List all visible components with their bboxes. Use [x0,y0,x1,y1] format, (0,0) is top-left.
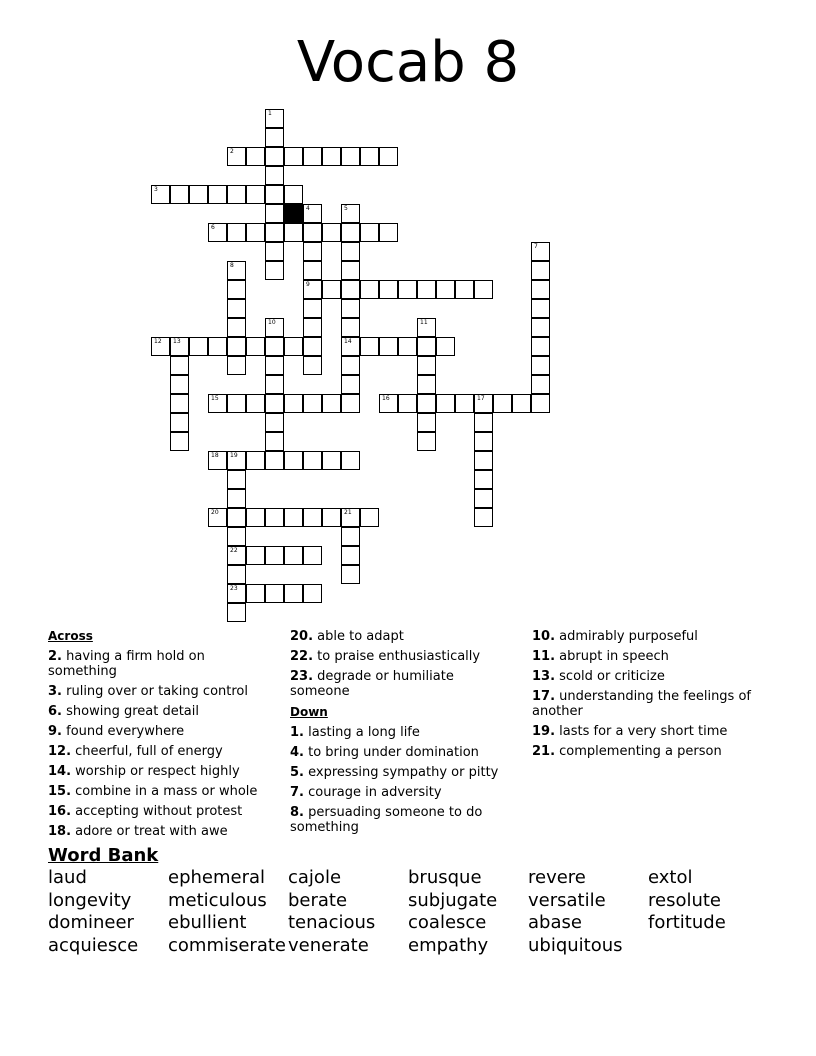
crossword-cell[interactable] [417,356,436,375]
crossword-cell[interactable] [341,527,360,546]
clue-column-3 [532,625,757,759]
crossword-cell[interactable] [341,337,360,356]
clue-18 [48,824,263,839]
clue-number: 7. [290,785,304,800]
clue-number: 3 [154,186,158,193]
crossword-cell[interactable] [398,394,417,413]
crossword-cell[interactable] [303,508,322,527]
clue-number: 8 [230,262,234,269]
crossword-cell[interactable] [379,280,398,299]
crossword-cell[interactable] [265,451,284,470]
crossword-cell[interactable] [227,299,246,318]
word-bank-item: laud [48,867,87,888]
clue-number: 15. [48,784,72,799]
crossword-cell[interactable] [246,546,265,565]
crossword-cell[interactable] [265,375,284,394]
crossword-cell[interactable] [379,337,398,356]
crossword-cell[interactable] [341,299,360,318]
crossword-cell[interactable] [303,204,322,223]
crossword-cell[interactable] [208,451,227,470]
clue-12 [48,744,263,759]
crossword-cell[interactable] [170,185,189,204]
clue-number: 9. [48,724,62,739]
clue-text: to bring under domination [303,745,479,760]
crossword-cell[interactable] [303,299,322,318]
clue-number: 3. [48,684,62,699]
clue-number: 20. [290,629,314,644]
crossword-cell[interactable] [227,546,246,565]
word-bank-item: ubiquitous [528,935,623,956]
page-title: Vocab 8 [296,30,520,95]
crossword-cell[interactable] [322,223,341,242]
crossword-cell[interactable] [341,318,360,337]
clue-number: 2. [48,649,62,664]
word-bank-item: ephemeral [168,867,266,888]
clue-23 [290,669,515,699]
clue-text: able to adapt [313,629,404,644]
clue-text: combine in a mass or whole [71,784,258,799]
clue-14 [48,764,263,779]
clue-number: 14 [344,338,352,345]
clue-11 [532,649,757,664]
crossword-cell[interactable] [170,413,189,432]
clue-number: 10. [532,629,556,644]
crossword-cell[interactable] [493,394,512,413]
crossword-cell[interactable] [284,185,303,204]
word-bank-item: longevity [48,890,132,911]
crossword-cell[interactable] [474,470,493,489]
crossword-cell[interactable] [227,261,246,280]
crossword-cell[interactable] [246,337,265,356]
crossword-cell[interactable] [341,565,360,584]
clue-number: 22 [230,547,238,554]
crossword-cell[interactable] [531,337,550,356]
crossword-cell[interactable] [322,280,341,299]
crossword-cell[interactable] [284,584,303,603]
word-bank-item: brusque [408,867,482,888]
crossword-cell[interactable] [531,375,550,394]
word-bank-item: resolute [648,890,722,911]
crossword-cell[interactable] [227,337,246,356]
clue-number: 2 [230,148,234,155]
crossword-cell[interactable] [436,280,455,299]
crossword-cell[interactable] [227,508,246,527]
clue-21 [532,744,757,759]
crossword-cell[interactable] [303,261,322,280]
clue-number: 23. [290,669,314,684]
crossword-cell[interactable] [284,394,303,413]
clue-15 [48,784,263,799]
crossword-cell[interactable] [227,527,246,546]
clue-text: accepting without protest [71,804,243,819]
crossword-cell[interactable] [246,394,265,413]
clue-text: understanding the feelings of another [532,689,751,719]
crossword-cell[interactable] [531,242,550,261]
clue-text: expressing sympathy or pitty [303,765,499,780]
clue-text: found everywhere [61,724,185,739]
crossword-cell[interactable] [303,147,322,166]
clue-text: showing great detail [61,704,199,719]
clue-number: 16. [48,804,72,819]
crossword-cell[interactable] [322,147,341,166]
word-bank-item: commiserate [168,935,286,956]
crossword-cell[interactable] [151,337,170,356]
crossword-cell[interactable] [208,508,227,527]
crossword-cell[interactable] [341,280,360,299]
word-bank-item: tenacious [288,912,376,933]
crossword-cell[interactable] [436,394,455,413]
crossword-cell[interactable] [303,242,322,261]
clue-number: 11 [420,319,428,326]
word-bank-item: domineer [48,912,134,933]
crossword-cell[interactable] [398,337,417,356]
crossword-cell[interactable] [360,147,379,166]
clue-6 [48,704,263,719]
crossword-cell[interactable] [360,223,379,242]
crossword-cell[interactable] [265,223,284,242]
clue-number: 4. [290,745,304,760]
crossword-cell[interactable] [227,147,246,166]
clue-text: lasting a long life [303,725,420,740]
crossword-cell[interactable] [436,337,455,356]
crossword-cell[interactable] [474,489,493,508]
crossword-cell[interactable] [531,299,550,318]
crossword-cell[interactable] [322,451,341,470]
crossword-cell[interactable] [265,147,284,166]
crossword-cell[interactable] [303,584,322,603]
crossword-cell[interactable] [341,204,360,223]
crossword-cell[interactable] [265,356,284,375]
word-bank-item: cajole [288,867,342,888]
crossword-cell[interactable] [265,394,284,413]
clue-16 [48,804,263,819]
crossword-cell[interactable] [265,318,284,337]
clue-7 [290,785,515,800]
crossword-cell[interactable] [417,394,436,413]
crossword-cell[interactable] [341,546,360,565]
crossword-cell[interactable] [474,394,493,413]
crossword-cell[interactable] [208,394,227,413]
clue-text: degrade or humiliate someone [290,669,454,699]
crossword-cell[interactable] [227,489,246,508]
clue-9 [48,724,263,739]
crossword-cell[interactable] [303,394,322,413]
crossword-cell[interactable] [474,451,493,470]
clue-number: 16 [382,395,390,402]
crossword-cell[interactable] [417,432,436,451]
crossword-cell[interactable] [531,280,550,299]
crossword-cell[interactable] [170,375,189,394]
word-bank-item: subjugate [408,890,498,911]
crossword-black-cell [284,204,303,223]
crossword-cell[interactable] [265,546,284,565]
clue-text: cheerful, full of energy [71,744,223,759]
clue-number: 4 [306,205,310,212]
crossword-cell[interactable] [265,128,284,147]
crossword-cell[interactable] [170,356,189,375]
crossword-cell[interactable] [227,280,246,299]
crossword-cell[interactable] [284,147,303,166]
crossword-cell[interactable] [474,413,493,432]
clue-column-1 [48,625,263,839]
crossword-cell[interactable] [417,337,436,356]
word-bank-heading: Word Bank [48,845,159,866]
crossword-cell[interactable] [341,451,360,470]
crossword-cell[interactable] [265,166,284,185]
crossword-cell[interactable] [341,223,360,242]
crossword-cell[interactable] [417,280,436,299]
clue-number: 14. [48,764,72,779]
down-heading: Down [290,705,328,719]
crossword-cell[interactable] [360,280,379,299]
crossword-cell[interactable] [170,394,189,413]
clue-number: 7 [534,243,538,250]
clue-22 [290,649,515,664]
word-bank-item: meticulous [168,890,267,911]
clue-number: 10 [268,319,276,326]
crossword-cell[interactable] [341,242,360,261]
clue-text: ruling over or taking control [61,684,248,699]
clue-number: 6 [211,224,215,231]
crossword-cell[interactable] [303,223,322,242]
crossword-cell[interactable] [246,185,265,204]
crossword-cell[interactable] [512,394,531,413]
crossword-cell[interactable] [322,394,341,413]
clue-number: 17. [532,689,556,704]
crossword-cell[interactable] [227,223,246,242]
clue-number: 6. [48,704,62,719]
clue-number: 5 [344,205,348,212]
crossword-cell[interactable] [360,337,379,356]
clue-text: to praise enthusiastically [313,649,481,664]
clue-number: 13 [173,338,181,345]
crossword-cell[interactable] [246,508,265,527]
clue-text: adore or treat with awe [71,824,228,839]
crossword-cell[interactable] [284,508,303,527]
clue-number: 19 [230,452,238,459]
clue-13 [532,669,757,684]
clue-1 [290,725,515,740]
across-heading: Across [48,629,93,643]
crossword-cell[interactable] [455,280,474,299]
crossword-cell[interactable] [246,223,265,242]
crossword-cell[interactable] [265,413,284,432]
clue-5 [290,765,515,780]
crossword-cell[interactable] [246,584,265,603]
clue-20 [290,629,515,644]
crossword-cell[interactable] [265,337,284,356]
word-bank-item: revere [528,867,586,888]
crossword-cell[interactable] [170,432,189,451]
clue-number: 18 [211,452,219,459]
crossword-cell[interactable] [227,565,246,584]
crossword-cell[interactable] [227,584,246,603]
crossword-cell[interactable] [341,356,360,375]
clue-number: 5. [290,765,304,780]
clue-number: 9 [306,281,310,288]
crossword-cell[interactable] [417,375,436,394]
crossword-cell[interactable] [303,318,322,337]
crossword-cell[interactable] [303,546,322,565]
crossword-cell[interactable] [341,261,360,280]
crossword-cell[interactable] [455,394,474,413]
crossword-cell[interactable] [303,280,322,299]
clue-text: admirably purposeful [555,629,698,644]
clue-number: 18. [48,824,72,839]
crossword-cell[interactable] [227,356,246,375]
word-bank-item: extol [648,867,693,888]
word-bank-item: berate [288,890,348,911]
clue-number: 21 [344,509,352,516]
clue-10 [532,629,757,644]
crossword-cell[interactable] [265,261,284,280]
crossword-cell[interactable] [474,280,493,299]
crossword-cell[interactable] [265,432,284,451]
clue-text: abrupt in speech [555,649,669,664]
crossword-cell[interactable] [341,375,360,394]
clue-text: courage in adversity [303,785,442,800]
clue-number: 1 [268,110,272,117]
crossword-cell[interactable] [265,109,284,128]
clue-3 [48,684,263,699]
word-bank-item: fortitude [648,912,726,933]
clue-text: having a firm hold on something [48,649,205,679]
crossword-cell[interactable] [303,356,322,375]
clue-number: 1. [290,725,304,740]
crossword-cell[interactable] [265,185,284,204]
crossword-cell[interactable] [379,394,398,413]
crossword-cell[interactable] [227,185,246,204]
clue-17 [532,689,757,719]
word-bank-item: abase [528,912,582,933]
crossword-cell[interactable] [227,470,246,489]
crossword-cell[interactable] [246,147,265,166]
clue-number: 23 [230,585,238,592]
crossword-cell[interactable] [284,223,303,242]
word-bank-item: acquiesce [48,935,139,956]
clue-number: 19. [532,724,556,739]
clue-number: 12 [154,338,162,345]
clue-text: scold or criticize [555,669,665,684]
crossword-cell[interactable] [189,185,208,204]
crossword-cell[interactable] [360,508,379,527]
crossword-cell[interactable] [284,451,303,470]
crossword-cell[interactable] [208,223,227,242]
crossword-cell[interactable] [303,451,322,470]
crossword-cell[interactable] [227,394,246,413]
clue-number: 20 [211,509,219,516]
clue-number: 12. [48,744,72,759]
clue-text: worship or respect highly [71,764,240,779]
word-bank-item: venerate [288,935,369,956]
crossword-cell[interactable] [265,508,284,527]
clue-number: 11. [532,649,556,664]
crossword-cell[interactable] [398,280,417,299]
crossword-cell[interactable] [417,413,436,432]
crossword-cell[interactable] [208,337,227,356]
clue-19 [532,724,757,739]
clue-number: 15 [211,395,219,402]
word-bank-item: versatile [528,890,606,911]
crossword-cell[interactable] [246,451,265,470]
crossword-cell[interactable] [474,432,493,451]
crossword-cell[interactable] [379,223,398,242]
clue-number: 21. [532,744,556,759]
crossword-cell[interactable] [227,318,246,337]
word-bank-item: ebullient [168,912,247,933]
clue-number: 17 [477,395,485,402]
crossword-cell[interactable] [474,508,493,527]
crossword-cell[interactable] [265,204,284,223]
crossword-cell[interactable] [531,394,550,413]
crossword-cell[interactable] [208,185,227,204]
crossword-cell[interactable] [227,603,246,622]
crossword-cell[interactable] [265,242,284,261]
clue-8 [290,805,515,835]
crossword-cell[interactable] [341,394,360,413]
crossword-cell[interactable] [531,318,550,337]
crossword-cell[interactable] [303,337,322,356]
crossword-cell[interactable] [170,337,189,356]
clue-number: 22. [290,649,314,664]
word-bank-item: empathy [408,935,489,956]
clue-text: lasts for a very short time [555,724,728,739]
crossword-cell[interactable] [189,337,208,356]
crossword-cell[interactable] [531,356,550,375]
crossword-cell[interactable] [322,508,341,527]
clue-text: complementing a person [555,744,722,759]
crossword-cell[interactable] [284,546,303,565]
crossword-cell[interactable] [227,451,246,470]
crossword-cell[interactable] [284,337,303,356]
crossword-cell[interactable] [265,584,284,603]
clue-number: 8. [290,805,304,820]
clue-text: persuading someone to do something [290,805,483,835]
crossword-cell[interactable] [417,318,436,337]
word-bank-item: coalesce [408,912,487,933]
crossword-cell[interactable] [379,147,398,166]
clue-number: 13. [532,669,556,684]
clue-2 [48,649,263,679]
crossword-cell[interactable] [341,508,360,527]
crossword-cell[interactable] [531,261,550,280]
clue-4 [290,745,515,760]
clue-column-2 [290,625,515,835]
crossword-cell[interactable] [341,147,360,166]
crossword-cell[interactable] [151,185,170,204]
